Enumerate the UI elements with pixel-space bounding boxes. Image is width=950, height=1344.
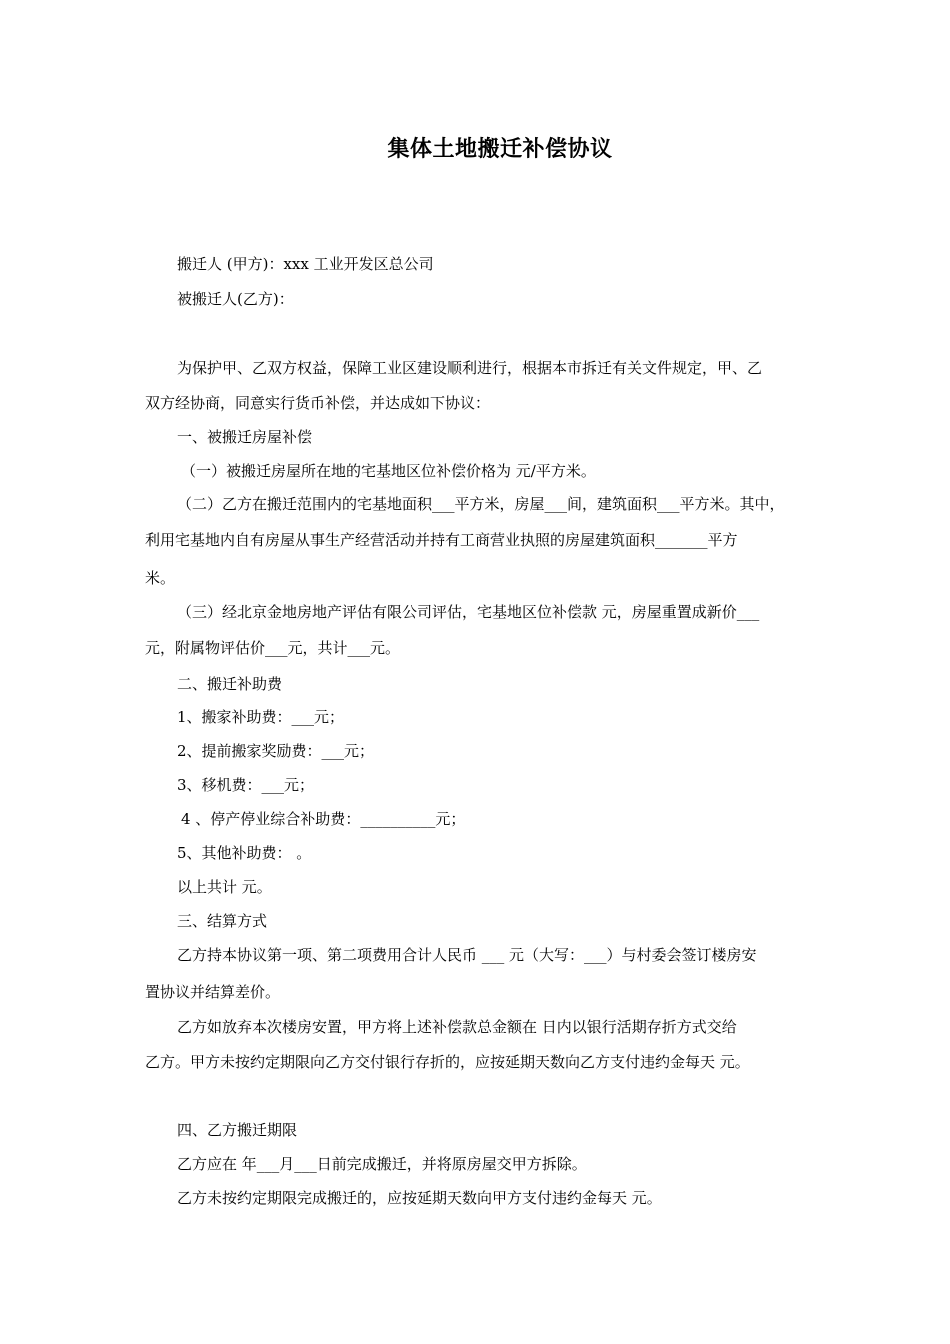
- section-4-heading: 四、乙方搬迁期限: [177, 1121, 298, 1139]
- section-2-item-1: 1、搬家补助费：___元；: [177, 708, 345, 726]
- section-1-item-2-line-2: 利用宅基地内自有房屋从事生产经营活动并持有工商营业执照的房屋建筑面积_______平方: [145, 531, 738, 549]
- section-3-heading: 三、结算方式: [177, 912, 268, 930]
- preamble-line-2: 双方经协商，同意实行货币补偿，并达成如下协议：: [145, 394, 491, 412]
- section-1-item-2-line-3: 米。: [145, 569, 176, 587]
- section-4-para-1: 乙方应在 年___月___日前完成搬迁，并将原房屋交甲方拆除。: [177, 1155, 587, 1173]
- section-2-heading: 二、搬迁补助费: [177, 675, 283, 693]
- document-title: 集体土地搬迁补偿协议: [387, 136, 613, 162]
- section-2-item-3: 3、移机费：___元；: [177, 776, 315, 794]
- section-3-para-2-line-2: 乙方。甲方未按约定期限向乙方交付银行存折的，应按延期天数向乙方支付违约金每天 元。: [145, 1053, 750, 1071]
- section-2-item-4: 4 、停产停业综合补助费：__________元；: [181, 810, 466, 828]
- section-1-item-3-line-2: 元，附属物评估价___元，共计___元。: [145, 639, 401, 657]
- section-4-para-2: 乙方未按约定期限完成搬迁的，应按延期天数向甲方支付违约金每天 元。: [177, 1189, 662, 1207]
- section-1-item-2-line-1: （二）乙方在搬迁范围内的宅基地面积___平方米，房屋___间，建筑面积___平方米。其中，: [177, 495, 785, 513]
- party-a-line: 搬迁人 (甲方)：xxx 工业开发区总公司: [177, 255, 434, 273]
- section-3-para-1-line-2: 置协议并结算差价。: [145, 983, 281, 1001]
- preamble-line-1: 为保护甲、乙双方权益，保障工业区建设顺利进行，根据本市拆迁有关文件规定，甲、乙: [177, 359, 763, 377]
- section-3-para-2-line-1: 乙方如放弃本次楼房安置，甲方将上述补偿款总金额在 日内以银行活期存折方式交给: [177, 1018, 737, 1036]
- section-1-item-1: （一）被搬迁房屋所在地的宅基地区位补偿价格为 元/平方米。: [181, 462, 596, 480]
- section-3-para-1-line-1: 乙方持本协议第一项、第二项费用合计人民币 ___ 元（大写：___）与村委会签订楼房安: [177, 946, 757, 964]
- section-1-item-3-line-1: （三）经北京金地房地产评估有限公司评估，宅基地区位补偿款 元，房屋重置成新价___: [177, 603, 760, 621]
- section-2-item-2: 2、提前搬家奖励费：___元；: [177, 742, 375, 760]
- section-2-total: 以上共计 元。: [177, 878, 272, 896]
- section-2-item-5: 5、其他补助费： 。: [177, 844, 312, 862]
- section-1-heading: 一、被搬迁房屋补偿: [177, 428, 313, 446]
- party-b-line: 被搬迁人(乙方)：: [177, 290, 294, 308]
